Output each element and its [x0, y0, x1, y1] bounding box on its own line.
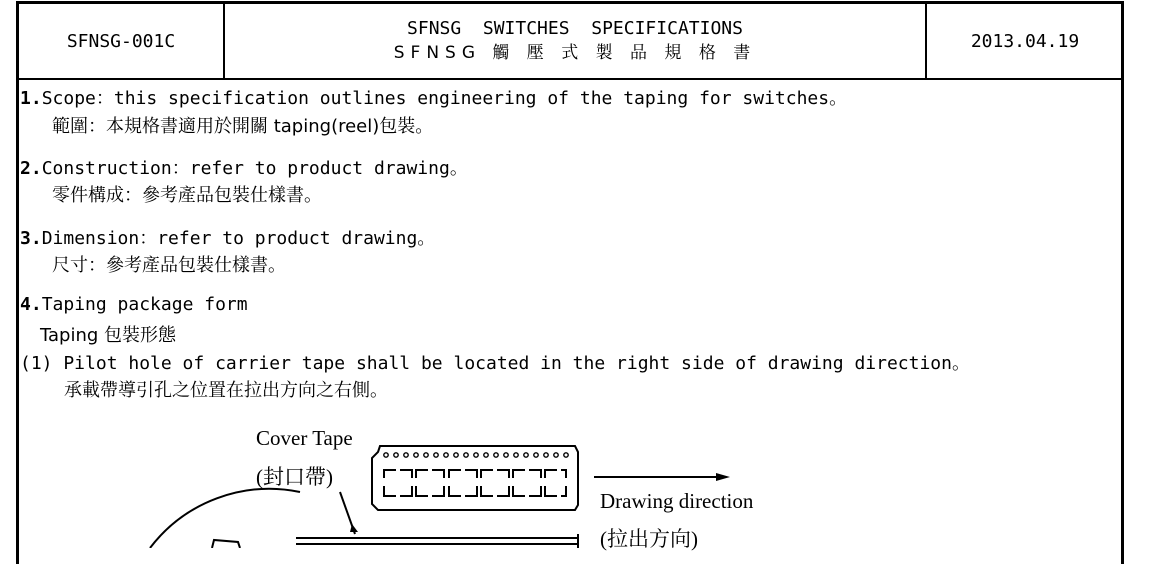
section-1-zh: 範圍：本規格書適用於開關 taping(reel)包裝。 [52, 116, 434, 137]
drawing-direction-label-zh: (拉出方向) [600, 527, 698, 551]
section-3-zh: 尺寸：參考產品包裝仕樣書。 [52, 255, 286, 276]
carrier-tape [372, 446, 578, 510]
section-2-zh: 零件構成：參考產品包裝仕樣書。 [52, 185, 322, 206]
direction-arrow-head [716, 473, 730, 481]
doc-number: SFNSG-001C [19, 4, 225, 78]
section-1-en: 1.Scope：this specification outlines engineering of the taping for switches。 [20, 88, 848, 109]
item-1-en: (1) Pilot hole of carrier tape shall be located in the right side of drawing direction。 [20, 353, 970, 374]
cover-tape-label-zh: (封口帶) [256, 465, 333, 489]
section-3-en: 3.Dimension：refer to product drawing。 [20, 228, 436, 249]
doc-title-zh: SFNSG 觸 壓 式 製 品 規 格 書 [393, 43, 757, 63]
reel-outline [150, 489, 300, 548]
section-4-zh: Taping 包裝形態 [40, 325, 177, 346]
doc-date: 2013.04.19 [925, 4, 1123, 78]
section-2-en: 2.Construction：refer to product drawing。 [20, 158, 468, 179]
item-1-zh: 承載帶導引孔之位置在拉出方向之右側。 [64, 380, 388, 401]
drawing-direction-label-en: Drawing direction [600, 489, 754, 513]
cover-tape-label-en: Cover Tape [256, 426, 353, 450]
doc-title-en: SFNSG SWITCHES SPECIFICATIONS [407, 18, 743, 39]
reel-hub [212, 540, 240, 548]
section-4-en: 4.Taping package form [20, 294, 248, 315]
